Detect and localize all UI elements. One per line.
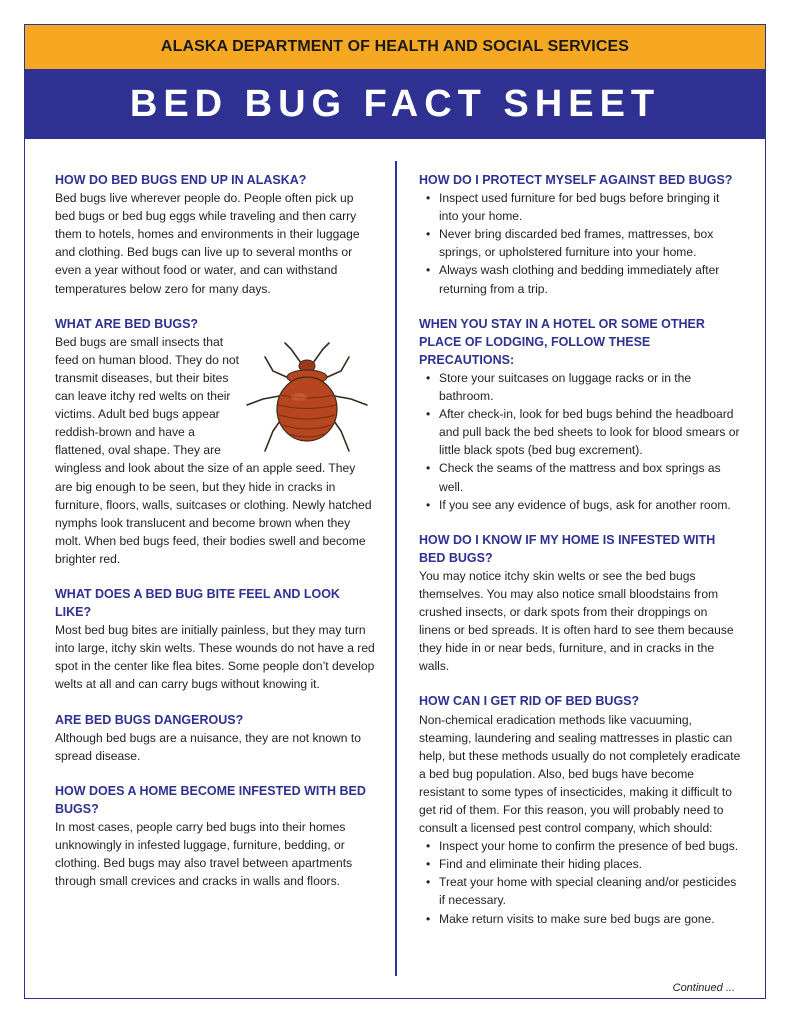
bed-bug-svg bbox=[243, 339, 371, 455]
list-item: • Inspect used furniture for bed bugs before bringing it into your home. bbox=[419, 189, 741, 225]
page-title: BED BUG FACT SHEET bbox=[129, 82, 661, 125]
section-text: Most bed bug bites are initially painless, but they may turn into large, itchy skin welts. These wounds do not have a red spot in the center like flea bites. Some people don’t develop welts at all and can carry bugs without knowing it. bbox=[55, 623, 375, 692]
section-home-infested bbox=[55, 782, 375, 891]
left-column bbox=[55, 171, 375, 907]
section-text: Bed bugs are small insects that feed on human blood. They do not transmit diseases, but their bites can leave itchy red welts on their victims. Adult bed bugs appear reddish-brown and have a flattened, oval shape. They are wingless and look about the size of an apple seed. They are big enough to be seen, but they hide in cracks in furniture, floors, walls, suitcases or clothing. Newly hatched nymphs look translucent and become brown when they molt. When bed bugs feed, their bodies swell and become brighter red. bbox=[55, 334, 372, 566]
section-hotel bbox=[419, 315, 741, 514]
list-item: • Make return visits to make sure bed bugs are gone. bbox=[419, 910, 741, 928]
section-dangerous bbox=[55, 711, 375, 765]
column-divider bbox=[395, 161, 397, 976]
section-heading: WHEN YOU STAY IN A HOTEL OR SOME OTHER PLACE OF LODGING, FOLLOW THESE PRECAUTIONS: bbox=[419, 316, 705, 367]
section-heading: WHAT DOES A BED BUG BITE FEEL AND LOOK LIKE? bbox=[55, 586, 340, 620]
section-heading: HOW DOES A HOME BECOME INFESTED WITH BED BUGS? bbox=[55, 783, 366, 816]
list-item: • Store your suitcases on luggage racks or in the bathroom. bbox=[419, 369, 741, 405]
list-item: • Check the seams of the mattress and box springs as well. bbox=[419, 459, 741, 495]
bed-bug-illustration-icon bbox=[243, 339, 371, 455]
section-heading: HOW DO BED BUGS END UP IN ALASKA? bbox=[55, 173, 307, 187]
section-what-are bbox=[55, 315, 375, 568]
right-column bbox=[419, 171, 741, 945]
section-bite bbox=[55, 585, 375, 694]
section-text: Bed bugs live wherever people do. People often pick up bed bugs or bed bug eggs while traveling and then carry them to hotels, homes and environments in their luggage and clothing. Bed bugs can live up to several months or even a year without food or water, and can withstand temperatures below zero for many days. bbox=[55, 191, 360, 296]
agency-banner bbox=[25, 25, 765, 69]
bullet-list bbox=[419, 369, 741, 514]
section-how-end-up bbox=[55, 171, 375, 298]
list-item: • Never bring discarded bed frames, mattresses, box springs, or upholstered furniture into your home. bbox=[419, 225, 741, 261]
section-know-infested bbox=[419, 531, 741, 676]
bullet-list bbox=[419, 837, 741, 927]
section-text: In most cases, people carry bed bugs into their homes unknowingly in infested luggage, furniture, bedding, or clothing. Bed bugs may also travel between apartments through small crevices and cracks in walls and floors. bbox=[55, 820, 353, 889]
section-heading: ARE BED BUGS DANGEROUS? bbox=[55, 712, 244, 727]
list-item: • Inspect your home to confirm the presence of bed bugs. bbox=[419, 837, 741, 855]
bullet-list bbox=[419, 189, 741, 298]
list-item: • Treat your home with special cleaning and/or pesticides if necessary. bbox=[419, 873, 741, 909]
section-heading: HOW DO I KNOW IF MY HOME IS INFESTED WITH BED BUGS? bbox=[419, 532, 716, 565]
fact-sheet-frame bbox=[24, 24, 766, 999]
section-protect bbox=[419, 171, 741, 298]
list-item: • Always wash clothing and bedding immediately after returning from a trip. bbox=[419, 261, 741, 297]
list-item: • Find and eliminate their hiding places. bbox=[419, 855, 741, 873]
agency-name: ALASKA DEPARTMENT OF HEALTH AND SOCIAL SERVICES bbox=[160, 38, 630, 55]
continued-note: Continued ... bbox=[672, 982, 735, 994]
list-item: • If you see any evidence of bugs, ask for another room. bbox=[419, 496, 741, 514]
section-text: Non-chemical eradication methods like vacuuming, steaming, laundering and sealing mattresses in plastic can help, but these methods usually do not completely eradicate a bed bug population. Also, bed bugs have become resistant to some types of insecticides, making it difficult to get rid of them. For this reason, you will probably need to consult a licensed pest control company, which should: bbox=[419, 712, 741, 836]
section-text: Although bed bugs are a nuisance, they are not known to spread disease. bbox=[55, 730, 361, 763]
section-text: You may notice itchy skin welts or see the bed bugs themselves. You may also notice small bloodstains from crushed insects, or dark spots from their droppings on linens or bed spreads. It is often hard to see them because they hide in or near beds, furniture, and in cracks in the walls. bbox=[419, 568, 734, 674]
section-heading: HOW CAN I GET RID OF BED BUGS? bbox=[419, 694, 640, 709]
title-banner bbox=[25, 69, 765, 139]
section-get-rid bbox=[419, 692, 741, 927]
list-item: • After check-in, look for bed bugs behind the headboard and pull back the bed sheets to look for blood smears or little black spots (bed bug excrement). bbox=[419, 405, 741, 459]
section-heading: HOW DO I PROTECT MYSELF AGAINST BED BUGS? bbox=[419, 173, 733, 187]
section-heading: WHAT ARE BED BUGS? bbox=[55, 316, 199, 331]
